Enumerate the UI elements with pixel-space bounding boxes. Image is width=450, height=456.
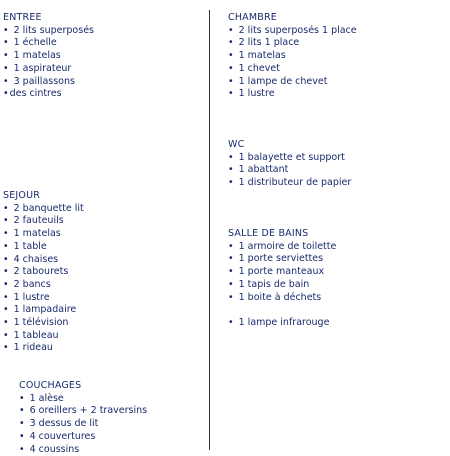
list-item: • 1 matelas: [3, 50, 94, 63]
list-item: • 1 balayette et support: [228, 152, 351, 165]
list-item: • 1 aspirateur: [3, 63, 94, 76]
list-sejour: [3, 203, 84, 355]
list-item: • 4 coussins: [19, 444, 147, 456]
list-item: • 4 chaises: [3, 254, 84, 267]
list-item: • 1 lustre: [3, 292, 84, 305]
list-item: • 1 lampe infrarouge: [228, 317, 336, 330]
list-item: • 1 table: [3, 241, 84, 254]
section-wc: [228, 139, 351, 190]
list-item: • 3 paillassons: [3, 76, 94, 89]
section-title-chambre: CHAMBRE: [228, 12, 277, 23]
section-title-wc: WC: [228, 139, 245, 150]
list-item: • 1 porte serviettes: [228, 253, 336, 266]
list-item: • 2 lits 1 place: [228, 37, 357, 50]
list-item: • 1 lampadaire: [3, 304, 84, 317]
list-item: • 2 lits superposés 1 place: [228, 25, 357, 38]
list-item: • 1 boite à déchets: [228, 292, 336, 305]
section-title-salle-de-bains: SALLE DE BAINS: [228, 228, 309, 239]
list-couchages: [19, 393, 147, 456]
section-salle-de-bains: [228, 228, 336, 330]
list-item: • 2 lits superposés: [3, 25, 94, 38]
list-item: • 1 rideau: [3, 342, 84, 355]
list-item: • 4 couvertures: [19, 431, 147, 444]
list-item: • 6 oreillers + 2 traversins: [19, 405, 147, 418]
list-item: • des cintres: [3, 88, 94, 101]
list-item: • 1 télévision: [3, 317, 84, 330]
list-item: • 1 matelas: [3, 228, 84, 241]
section-title-sejour: SEJOUR: [3, 190, 41, 201]
column-divider: [209, 10, 210, 450]
list-chambre: [228, 25, 357, 101]
list-item: • 1 chevet: [228, 63, 357, 76]
list-item: • 1 matelas: [228, 50, 357, 63]
section-chambre: [228, 12, 357, 101]
list-item: • 1 tableau: [3, 330, 84, 343]
list-item: • 1 distributeur de papier: [228, 177, 351, 190]
list-item: • 1 porte manteaux: [228, 266, 336, 279]
list-item: • 3 dessus de lit: [19, 418, 147, 431]
list-item: • 1 abattant: [228, 164, 351, 177]
list-item: • 1 armoire de toilette: [228, 241, 336, 254]
list-item: • 2 fauteuils: [3, 215, 84, 228]
list-item: • 1 lampe de chevet: [228, 76, 357, 89]
section-couchages: [19, 380, 147, 456]
list-spacer: [228, 304, 336, 317]
list-item: • 1 échelle: [3, 37, 94, 50]
list-item: • 2 banquette lit: [3, 203, 84, 216]
section-title-entree: ENTREE: [3, 12, 42, 23]
list-item: • 1 tapis de bain: [228, 279, 336, 292]
list-item: • 1 lustre: [228, 88, 357, 101]
list-item: • 1 alèse: [19, 393, 147, 406]
section-sejour: [3, 190, 84, 355]
list-item: • 2 tabourets: [3, 266, 84, 279]
list-item: • 2 bancs: [3, 279, 84, 292]
section-title-couchages: COUCHAGES: [19, 380, 82, 391]
list-salle-de-bains: [228, 241, 336, 330]
section-entree: [3, 12, 94, 101]
list-entree: [3, 25, 94, 101]
list-wc: [228, 152, 351, 190]
